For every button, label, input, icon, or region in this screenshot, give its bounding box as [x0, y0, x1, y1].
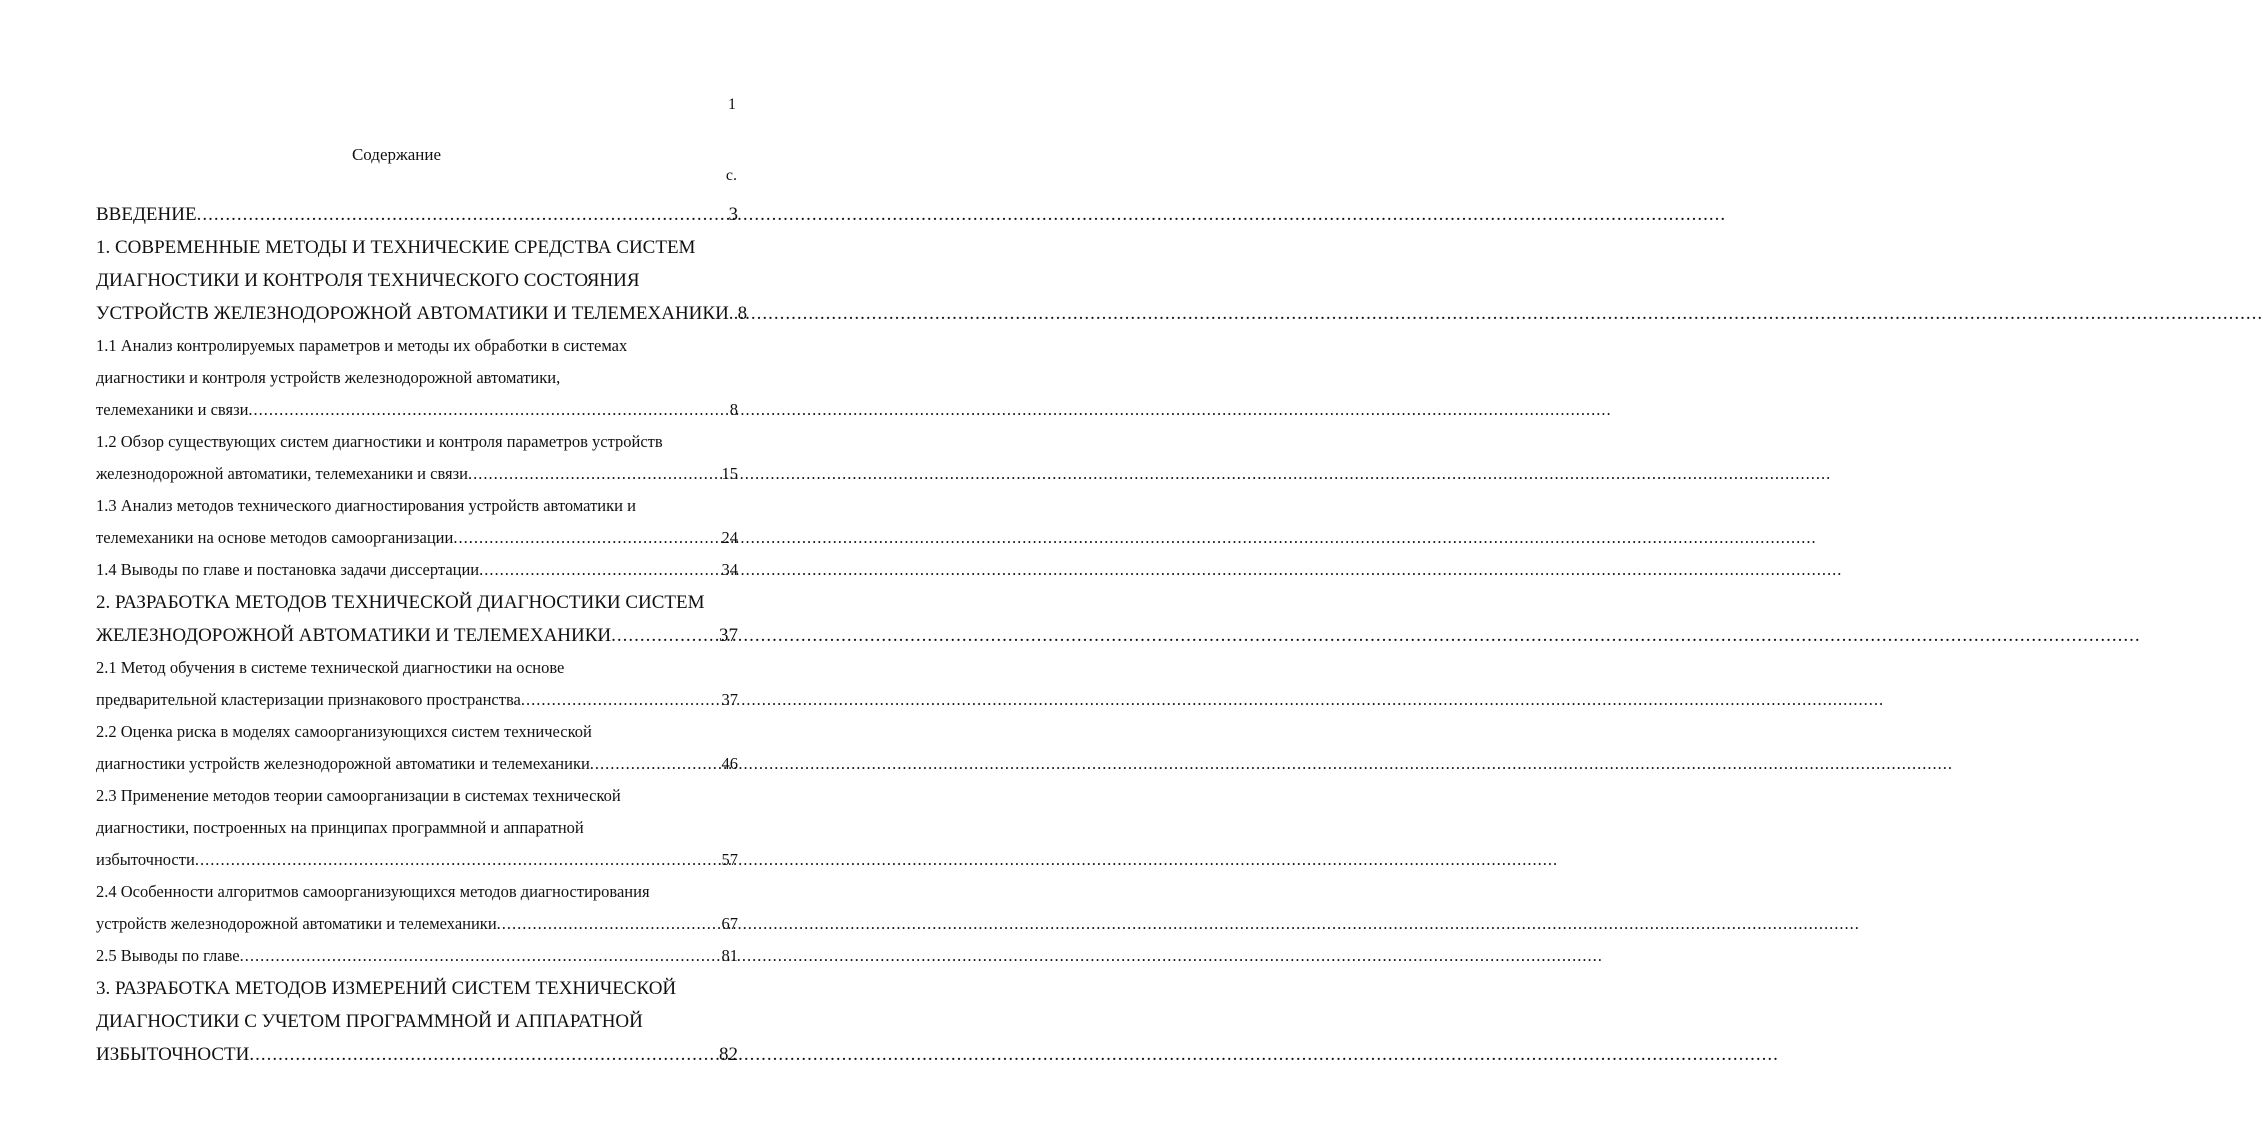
toc-entry-last-line [96, 198, 738, 231]
toc-entry-last-line [96, 844, 738, 876]
toc-entry-line: 2. РАЗРАБОТКА МЕТОДОВ ТЕХНИЧЕСКОЙ ДИАГНОСТИКИ СИСТЕМ [96, 592, 705, 613]
toc-entry-line: диагностики, построенных на принципах программной и аппаратной [96, 818, 584, 837]
dot-leader [611, 619, 719, 652]
toc-entry-last-line [96, 394, 738, 426]
page-column-label: с. [725, 167, 737, 184]
toc-chapter-entry[interactable] [96, 972, 738, 1071]
toc-page-number: 82 [719, 1044, 738, 1065]
toc-entry-line: 2.2 Оценка риска в моделях самоорганизующихся систем технической [96, 722, 592, 741]
toc-entry-last-line [96, 1038, 738, 1071]
dot-leader [240, 940, 722, 972]
toc-entry-last-line [96, 554, 738, 586]
toc-entry-line: 2.3 Применение методов теории самоорганизации в системах технической [96, 786, 621, 805]
toc-entry-line: 2.4 Особенности алгоритмов самоорганизующихся методов диагностирования [96, 882, 650, 901]
dot-leader [521, 684, 722, 716]
toc-entry-last-line [96, 908, 738, 940]
toc-entry-text: избыточности [96, 850, 195, 869]
toc-chapter-entry[interactable] [96, 231, 748, 330]
toc-entry-text: ВВЕДЕНИЕ [96, 204, 197, 225]
dot-leader [453, 522, 721, 554]
document-page [0, 0, 793, 1122]
toc-page-number: 37 [721, 690, 738, 709]
toc-entry-last-line [96, 619, 738, 652]
toc-entry-text: предварительной кластеризации признакового пространства [96, 690, 521, 709]
toc-section-entry[interactable] [96, 330, 738, 426]
dot-leader [248, 394, 729, 426]
toc-page-number: 3 [728, 204, 738, 225]
dot-leader [479, 554, 721, 586]
toc-entry-text: 2.5 Выводы по главе [96, 946, 240, 965]
toc-entry-line: 1.3 Анализ методов технического диагностирования устройств автоматики и [96, 496, 636, 515]
toc-page-number: 67 [721, 914, 738, 933]
dot-leader [590, 748, 722, 780]
toc-entry-last-line [96, 940, 738, 972]
page-title: Содержание [351, 145, 442, 164]
toc-page-number: 57 [721, 850, 738, 869]
dot-leader [197, 198, 729, 231]
toc-entry-text: железнодорожной автоматики, телемеханики и связи [96, 464, 468, 483]
dot-leader [468, 458, 722, 490]
toc-entry-last-line [96, 684, 738, 716]
toc-entry-line: 3. РАЗРАБОТКА МЕТОДОВ ИЗМЕРЕНИЙ СИСТЕМ ТЕХНИЧЕСКОЙ [96, 978, 677, 999]
toc-page-number: 81 [721, 946, 738, 965]
toc-page-number: 15 [721, 464, 738, 483]
toc-page-number: 8 [737, 303, 748, 324]
toc-entry-text: УСТРОЙСТВ ЖЕЛЕЗНОДОРОЖНОЙ АВТОМАТИКИ И ТЕЛЕМЕХАНИКИ. [96, 303, 734, 324]
toc-section-entry[interactable] [96, 652, 738, 716]
page-number: 1 [728, 96, 736, 113]
toc-entry-text: телемеханики и связи [96, 400, 249, 419]
toc-entry-last-line [96, 458, 738, 490]
toc-section-entry[interactable] [96, 780, 738, 876]
toc-entry-line: 1.1 Анализ контролируемых параметров и методы их обработки в системах [96, 336, 628, 355]
toc-chapter-entry[interactable] [96, 198, 738, 231]
dot-leader [195, 844, 722, 876]
toc-entry-text: ИЗБЫТОЧНОСТИ [96, 1044, 250, 1065]
toc-entry-last-line [96, 297, 748, 330]
toc-page-number: 46 [721, 754, 738, 773]
toc-section-entry[interactable] [96, 876, 738, 940]
dot-leader [497, 908, 722, 940]
toc-entry-line: 2.1 Метод обучения в системе технической диагностики на основе [96, 658, 565, 677]
toc-entry-line: ДИАГНОСТИКИ И КОНТРОЛЯ ТЕХНИЧЕСКОГО СОСТОЯНИЯ [96, 270, 640, 291]
toc-page-number: 8 [729, 400, 738, 419]
toc-entry-line: 1. СОВРЕМЕННЫЕ МЕТОДЫ И ТЕХНИЧЕСКИЕ СРЕДСТВА СИСТЕМ [96, 237, 696, 258]
toc-entry-line: 1.2 Обзор существующих систем диагностики и контроля параметров устройств [96, 432, 663, 451]
toc-entry-text: 1.4 Выводы по главе и постановка задачи диссертации [96, 560, 480, 579]
toc-entry-last-line [96, 522, 738, 554]
toc-section-entry[interactable] [96, 426, 738, 490]
toc-page-number: 24 [721, 528, 738, 547]
toc-entry-line: диагностики и контроля устройств железнодорожной автоматики, [96, 368, 561, 387]
table-of-contents [96, 198, 748, 1071]
toc-entry-text: ЖЕЛЕЗНОДОРОЖНОЙ АВТОМАТИКИ И ТЕЛЕМЕХАНИКИ [96, 625, 612, 646]
toc-page-number: 37 [719, 625, 738, 646]
toc-section-entry[interactable] [96, 940, 738, 972]
dot-leader [249, 1038, 719, 1071]
toc-entry-line: ДИАГНОСТИКИ С УЧЕТОМ ПРОГРАММНОЙ И АППАРАТНОЙ [96, 1011, 643, 1032]
toc-entry-text: диагностики устройств железнодорожной автоматики и телемеханики [96, 754, 590, 773]
toc-page-number: 34 [721, 560, 738, 579]
toc-chapter-entry[interactable] [96, 586, 738, 652]
toc-section-entry[interactable] [96, 554, 738, 586]
toc-entry-text: телемеханики на основе методов самоорганизации [96, 528, 454, 547]
toc-entry-text: устройств железнодорожной автоматики и телемеханики [96, 914, 497, 933]
toc-section-entry[interactable] [96, 716, 738, 780]
toc-entry-last-line [96, 748, 738, 780]
toc-section-entry[interactable] [96, 490, 738, 554]
